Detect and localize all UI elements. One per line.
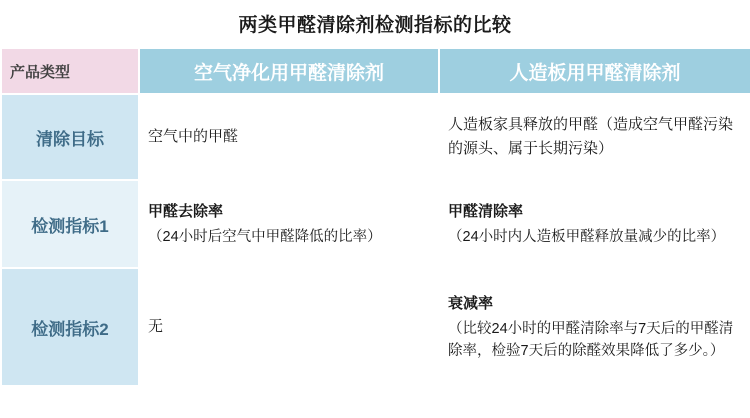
page-title: 两类甲醛清除剂检测指标的比较 (238, 15, 512, 36)
comparison-table (0, 47, 750, 387)
cell-board-indicator-1 (439, 180, 750, 268)
header-product-type: 产品类型 (1, 48, 139, 94)
cell-air-indicator-2 (139, 268, 439, 386)
table-row (1, 180, 750, 268)
cell-heading: 甲醛去除率 (148, 202, 224, 220)
header-air-purifier-column: 空气净化用甲醛清除剂 (139, 48, 439, 94)
cell-note: （24小时内人造板甲醛释放量减少的比率） (448, 228, 726, 245)
header-board-column: 人造板用甲醛清除剂 (439, 48, 750, 94)
cell-note: （比较24小时的甲醛清除率与7天后的甲醛清除率，检验7天后的除醛效果降低了多少。） (448, 320, 734, 359)
cell-text: 人造板家具释放的甲醛（造成空气甲醛污染的源头、属于长期污染） (448, 116, 734, 157)
table-row (1, 268, 750, 386)
row-label-indicator-1: 检测指标1 (1, 180, 139, 268)
cell-board-removal-target (439, 94, 750, 180)
cell-air-indicator-1 (139, 180, 439, 268)
table-row (1, 94, 750, 180)
row-label-indicator-2: 检测指标2 (1, 268, 139, 386)
row-label-removal-target: 清除目标 (1, 94, 139, 180)
cell-air-removal-target (139, 94, 439, 180)
cell-note: （24小时后空气中甲醛降低的比率） (148, 228, 382, 245)
cell-text: 无 (148, 318, 164, 335)
cell-text: 空气中的甲醛 (148, 128, 239, 145)
cell-heading: 衰减率 (448, 294, 494, 312)
cell-heading: 甲醛清除率 (448, 202, 524, 220)
table-header-row (1, 48, 750, 94)
cell-board-indicator-2 (439, 268, 750, 386)
